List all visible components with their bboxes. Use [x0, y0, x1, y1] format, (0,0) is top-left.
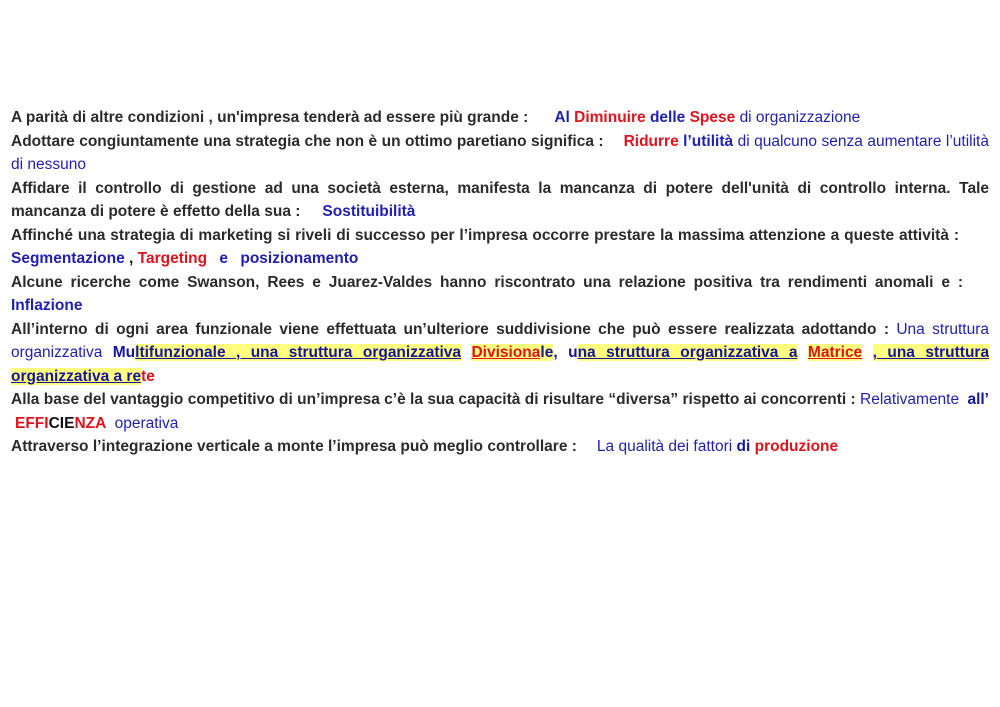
answer-part: delle [649, 109, 686, 126]
qa-item-1 [11, 106, 989, 130]
question-text: Affidare il controllo di gestione ad una società esterna, manifesta la mancanza di potere dell'unità di controllo interna. Tale mancanza di potere è effetto della sua : [11, 179, 989, 220]
answer-part: EFFI [15, 414, 49, 432]
answer-part: Al [554, 109, 570, 126]
qa-item-6 [11, 318, 989, 389]
answer-part: Una struttura organizzativa [11, 320, 989, 361]
answer-part: e [219, 250, 229, 267]
question-text: A parità di altre condizioni , un'impresa tenderà ad essere più grande : [11, 109, 529, 126]
answer-part: ltifunzionale , una struttura organizzativa [135, 344, 462, 361]
answer-part: Divisiona [471, 344, 541, 361]
qa-item-2 [11, 130, 989, 177]
answer-part: Mu [112, 344, 136, 361]
answer-part: di [736, 438, 751, 455]
answer-part: Relativamente [860, 391, 960, 408]
qa-item-3 [11, 177, 989, 224]
answer-part: NZA [74, 414, 107, 432]
qa-item-5 [11, 271, 989, 318]
qa-item-7 [11, 388, 989, 435]
answer-part: La qualità dei fattori [596, 438, 733, 455]
question-text: All’interno di ogni area funzionale viene effettuata un’ulteriore suddivisione che può essere realizzata adottando : [11, 320, 889, 338]
answer-part: te [141, 367, 155, 385]
answer-part: Targeting [137, 250, 208, 267]
answer-part: Sostituibilità [322, 203, 416, 220]
answer-part: Spese [689, 109, 736, 126]
question-text: Alla base del vantaggio competitivo di un’impresa c’è la sua capacità di risultare “diversa” rispetto ai concorrenti : [11, 391, 856, 408]
answer-part: na struttura organizzativa a [577, 344, 798, 361]
answer-part: Ridurre [623, 132, 679, 150]
qa-item-4 [11, 224, 989, 271]
answer-part: operativa [114, 414, 179, 432]
answer-part: Matrice [807, 344, 863, 361]
answer-part: Segmentazione [11, 250, 125, 267]
answer-part: di qualcuno senza aumentare l’utilità di nessuno [11, 132, 989, 173]
answer-part: , [129, 250, 134, 267]
question-text: Affinché una strategia di marketing si riveli di successo per l’impresa occorre prestare la massima attenzione a queste attività : [11, 226, 959, 244]
answer-part: , [553, 344, 558, 361]
answer-part: Inflazione [11, 297, 83, 314]
answer-part: l’utilità [683, 132, 734, 150]
question-text: Alcune ricerche come Swanson, Rees e Juarez-Valdes hanno riscontrato una relazione positiva tra rendimenti anomali e : [11, 273, 963, 291]
answer-part: Diminuire [574, 109, 646, 126]
answer-part: u [568, 344, 578, 361]
question-text: Attraverso l’integrazione verticale a monte l’impresa può meglio controllare : [11, 438, 577, 455]
answer-part: all’ [967, 391, 989, 408]
answer-part: CIE [48, 414, 75, 432]
answer-part: posizionamento [240, 250, 359, 267]
document-body [11, 106, 989, 459]
answer-part: produzione [754, 438, 839, 455]
qa-item-8 [11, 435, 989, 459]
answer-part: di organizzazione [739, 109, 861, 126]
answer-part: , una struttura organizzativa a re [11, 344, 990, 385]
question-text: Adottare congiuntamente una strategia che non è un ottimo paretiano significa : [11, 132, 604, 150]
answer-part: le [540, 344, 554, 361]
